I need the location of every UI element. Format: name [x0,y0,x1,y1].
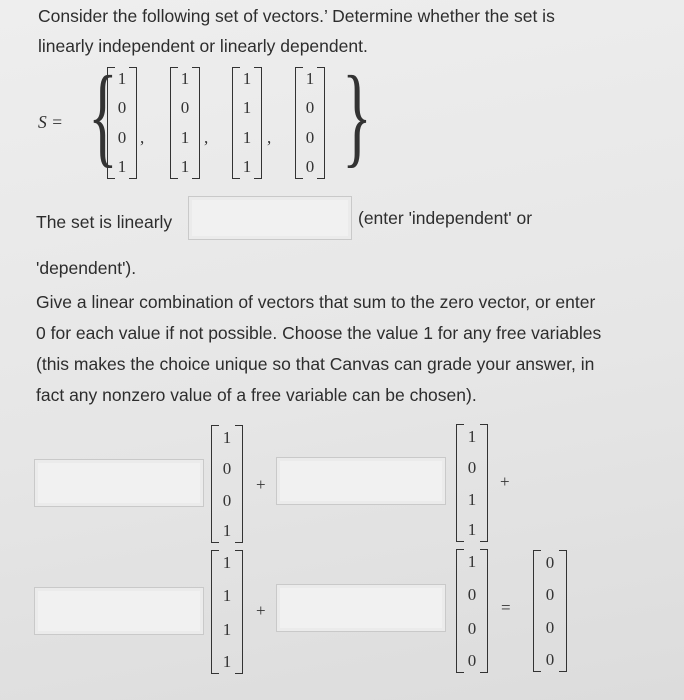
coefficient-input-2[interactable] [276,457,446,505]
set-vector-3: 1 1 1 1 [232,67,262,179]
set-is-linearly-label: The set is linearly [36,212,173,232]
combo-vector-1: 1 0 0 1 [211,425,243,543]
enter-hint-label: (enter 'independent' or [358,208,533,228]
plus-sign-2: + [500,472,510,491]
independence-answer-input[interactable] [188,196,352,240]
set-comma-2: , [204,128,209,147]
plus-sign-3: + [256,601,266,620]
set-comma-3: , [267,128,272,147]
plus-sign-1: + [256,475,266,494]
question-intro-line-1: Consider the following set of vectors.’ Determine whether the set is [38,6,555,26]
coefficient-input-4[interactable] [276,584,446,632]
coefficient-input-1[interactable] [34,459,204,507]
zero-vector: 0 0 0 0 [533,550,567,672]
set-comma-1: , [140,128,145,147]
combo-vector-2: 1 0 1 1 [456,424,488,542]
left-brace: { [88,54,118,178]
question-intro-line-2: linearly independent or linearly dependent. [38,36,368,56]
instructions-text: Give a linear combination of vectors that sum to the zero vector, or enter 0 for each value if not possible. Choose the value 1 for any free variables (this makes the choice unique so that Canvas can grade your answer, in fact any nonzero value of a free variable can be chosen). [36,292,602,405]
equals-sign: = [501,598,511,617]
set-vector-4: 1 0 0 0 [295,67,325,179]
combo-vector-3: 1 1 1 1 [211,550,243,674]
combo-vector-4: 1 0 0 0 [456,549,488,673]
set-label: S = [38,112,63,132]
enter-hint-continuation: 'dependent'). [36,258,137,278]
set-vector-1: 1 0 0 1 [107,67,137,179]
set-vector-2: 1 0 1 1 [170,67,200,179]
right-brace: } [342,54,372,178]
coefficient-input-3[interactable] [34,587,204,635]
